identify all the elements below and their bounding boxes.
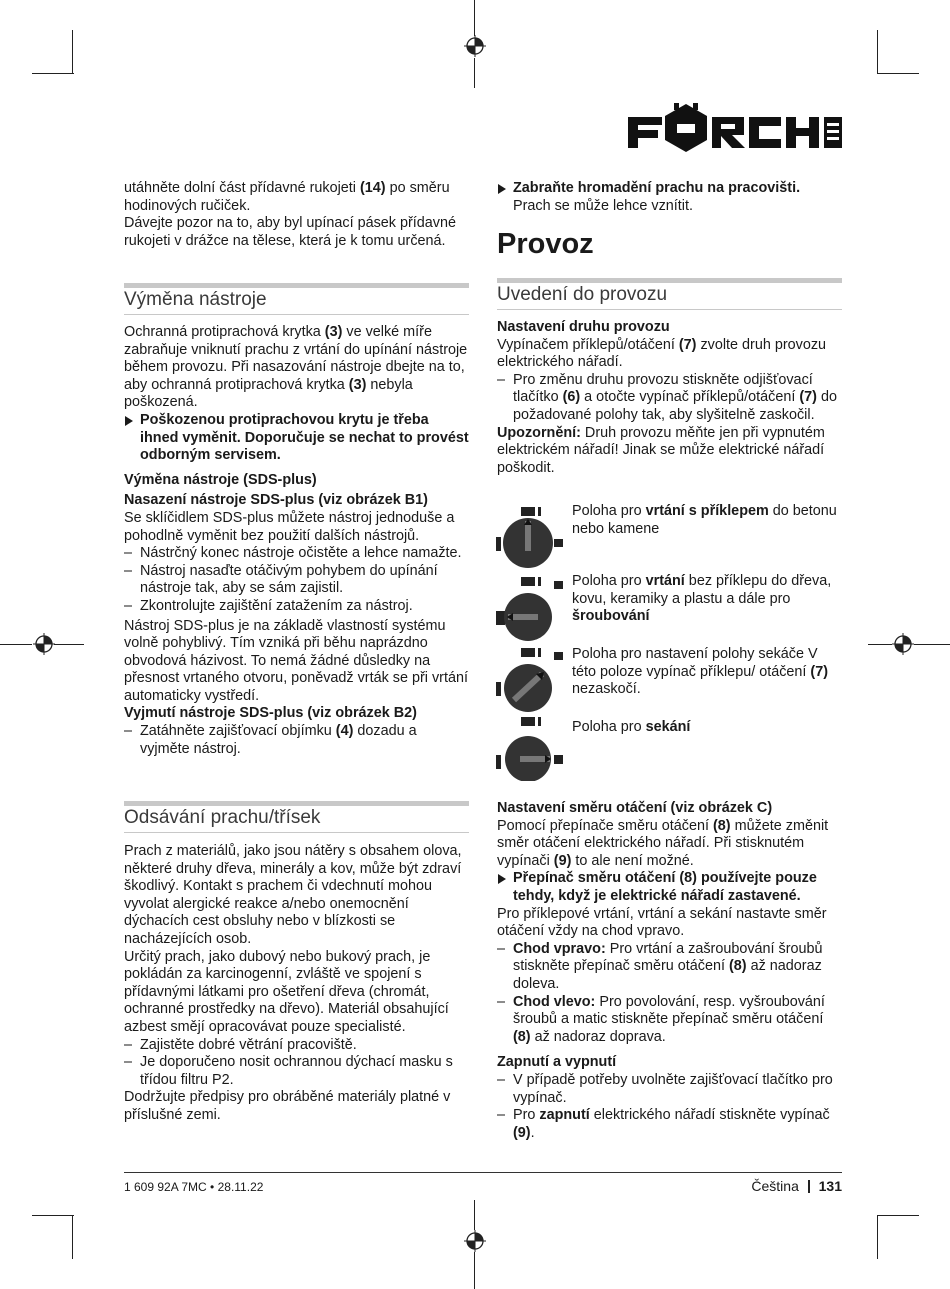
dust-paragraph-3: Dodržujte předpisy pro obráběné materiály platné v příslušné zemi. bbox=[124, 1089, 451, 1123]
right-column-top bbox=[497, 180, 842, 215]
mode-hammer-drill-text: Poloha pro vrtání s příklepem do betonu nebo kamene bbox=[572, 503, 837, 537]
runout-paragraph: Nástroj SDS-plus je na základě vlastností systému volně pohyblivý. Tím vzniká při běhu naprázdno obvodová házivost. To nemá žádné důsledky na přesnost vrtaného otvoru, poněvadž vrták se při vrtání automaticky vystředí. bbox=[124, 617, 468, 704]
right-column-mode bbox=[497, 319, 842, 477]
mode-paragraph: Vypínačem příklepů/otáčení (7) zvolte druh provozu elektrického nářadí. bbox=[497, 336, 827, 371]
direction-paragraph-2: Pro příklepové vrtání, vrtání a sekání nastavte směr otáčení vždy na chod vpravo. bbox=[497, 905, 827, 940]
crop-mark bbox=[877, 73, 919, 74]
section-bar bbox=[124, 283, 469, 288]
list-item: – V případě potřeby uvolněte zajišťovací tlačítko pro vypínač. bbox=[497, 1072, 842, 1107]
list-item: – Chod vlevo: Pro povolování, resp. vyšroubování šroubů a matic stiskněte přepínač směru otáčení (8) až nadoraz doprava. bbox=[497, 994, 842, 1047]
subheading-insert-sds: Nasazení nástroje SDS-plus (viz obrázek B1) bbox=[124, 492, 428, 509]
list-item: – Zajistěte dobré větrání pracoviště. bbox=[124, 1037, 469, 1055]
left-column-tool bbox=[124, 324, 469, 758]
note-paragraph: Upozornění: Druh provozu měňte jen při vypnutém elektrickém nářadí! Jinak se může elektrické nářadí poškodit. bbox=[497, 424, 825, 476]
footer-code: 1 609 92A 7MC • 28.11.22 bbox=[124, 1180, 264, 1194]
section-title-tool-change: Výměna nástroje bbox=[124, 289, 267, 310]
list-item: – Nástroj nasaďte otáčivým pohybem do upínání nástroje tak, aby se sám zajistil. bbox=[124, 563, 469, 598]
list-item: – Chod vpravo: Pro vrtání a zašroubování šroubů stiskněte přepínač směru otáčení (8) až nadoraz doleva. bbox=[497, 941, 842, 994]
footer-rule bbox=[124, 1172, 842, 1173]
footer-separator bbox=[808, 1180, 810, 1193]
hammer-drill-mode-icon bbox=[494, 505, 574, 571]
direction-warning: Přepínač směru otáčení (8) používejte pouze tehdy, když je elektrické nářadí zastavené. bbox=[497, 870, 842, 905]
crop-mark bbox=[877, 1215, 919, 1216]
footer-page-info bbox=[730, 1178, 842, 1194]
insert-paragraph: Se sklíčidlem SDS-plus můžete nástroj jednoduše a pohodlně vyměnit bez použití dalších nástrojů. bbox=[124, 509, 455, 544]
list-item: – Pro zapnutí elektrického nářadí stiskněte vypínač (9). bbox=[497, 1107, 842, 1142]
registration-mark-icon bbox=[33, 633, 55, 655]
crop-mark bbox=[877, 1215, 878, 1259]
dust-paragraph-1: Prach z materiálů, jako jsou nátěry s obsahem olova, některé druhy dřeva, minerály a kov, může být zdraví škodlivý. Kontakt s prachem či vdechnutí mohou vyvolat alergické reakce a/nebo onemocnění dýchacích cest obsluhy nebo v blízkosti se nacházejících osob. bbox=[124, 843, 462, 947]
section-title-start-up: Uvedení do provozu bbox=[497, 284, 668, 305]
crop-mark bbox=[72, 1215, 73, 1259]
left-column-dust bbox=[124, 843, 469, 1125]
registration-mark-icon bbox=[464, 1230, 486, 1252]
registration-mark-icon bbox=[464, 35, 486, 57]
list-item: – Nástrčný konec nástroje očistěte a lehce namažte. bbox=[124, 545, 469, 563]
mode-drill-text: Poloha pro vrtání bez příklepu do dřeva, kovu, keramiky a plastu a dále pro šroubování bbox=[572, 573, 832, 625]
subheading-remove-sds: Vyjmutí nástroje SDS-plus (viz obrázek B2) bbox=[124, 705, 417, 722]
section-bar bbox=[124, 801, 469, 806]
registration-mark-icon bbox=[892, 633, 914, 655]
chisel-position-mode-icon bbox=[494, 646, 574, 712]
intro-note: Dávejte pozor na to, aby byl upínací pásek přídavné rukojeti v drážce na tělese, která je k tomu určená. bbox=[124, 215, 456, 249]
subheading-sds: Výměna nástroje (SDS-plus) bbox=[124, 471, 317, 488]
list-item: – Pro změnu druhu provozu stiskněte odjišťovací tlačítko (6) a otočte vypínač příklepů/otáčení (7) do požadované polohy tak, aby slyšitelně zaskočil. bbox=[497, 372, 842, 425]
section-title-dust: Odsávání prachu/třísek bbox=[124, 807, 321, 828]
direction-paragraph: Pomocí přepínače směru otáčení (8) můžete změnit směr otáčení elektrického nářadí. Při stisknutém vypínači (9) to ale není možné. bbox=[497, 817, 829, 869]
subheading-mode: Nastavení druhu provozu bbox=[497, 319, 670, 335]
subheading-direction: Nastavení směru otáčení (viz obrázek C) bbox=[497, 800, 773, 816]
crop-mark bbox=[868, 644, 892, 645]
section-bar bbox=[497, 278, 842, 283]
crop-mark bbox=[877, 30, 878, 74]
dust-fire-warning: Zabraňte hromadění prachu na pracovišti. Prach se může lehce vznítit. bbox=[497, 180, 842, 215]
section-rule bbox=[124, 832, 469, 833]
dust-cap-warning: Poškozenou protiprachovou krytu je třeba ihned vyměnit. Doporučuje se nechat to provést odborným servisem. bbox=[124, 412, 469, 465]
list-item: – Zkontrolujte zajištění zatažením za nástroj. bbox=[124, 598, 469, 616]
dust-paragraph-2: Určitý prach, jako dubový nebo bukový prach, je pokládán za karcinogenní, zvláště ve spojení s přídavnými látkami pro ošetření dřeva (chromát, ochranné prostředky na dřevo). Materiál obsahující azbest smějí opracovávat pouze specialisté. bbox=[124, 948, 449, 1035]
section-rule bbox=[497, 309, 842, 310]
mode-chisel-position-text: Poloha pro nastavení polohy sekáče V této poloze vypínač příklepu/ otáčení (7) nezaskočí. bbox=[572, 646, 828, 698]
brand-logo bbox=[628, 101, 842, 163]
drill-mode-icon bbox=[494, 575, 574, 641]
mode-chisel-text: Poloha pro sekání bbox=[572, 719, 691, 735]
page-number: 131 bbox=[818, 1178, 842, 1194]
crop-mark bbox=[32, 1215, 74, 1216]
list-item: – Zatáhněte zajišťovací objímku (4) dozadu a vyjměte nástroj. bbox=[124, 723, 469, 758]
crop-mark bbox=[32, 73, 74, 74]
crop-mark bbox=[0, 644, 32, 645]
chisel-mode-icon bbox=[494, 715, 574, 781]
crop-mark bbox=[474, 1200, 475, 1230]
crop-mark bbox=[474, 58, 475, 88]
footer-language: Čeština bbox=[751, 1178, 799, 1194]
dust-cap-paragraph: Ochranná protiprachová krytka (3) ve velké míře zabraňuje vniknutí prachu z vrtání do upínání nástroje během provozu. Při nasazování nástroje dbejte na to, aby ochranná protiprachová krytka (3) nebyla poškozená. bbox=[124, 324, 468, 411]
crop-mark bbox=[54, 644, 84, 645]
crop-mark bbox=[474, 0, 475, 36]
left-column bbox=[124, 180, 469, 250]
section-rule bbox=[124, 314, 469, 315]
page-heading: Provoz bbox=[497, 228, 594, 260]
intro-paragraph: utáhněte dolní část přídavné rukojeti (14) po směru hodinových ručiček. bbox=[124, 180, 450, 214]
crop-mark bbox=[72, 30, 73, 74]
subheading-on-off: Zapnutí a vypnutí bbox=[497, 1054, 617, 1071]
right-column-direction bbox=[497, 800, 842, 1142]
list-item: – Je doporučeno nosit ochrannou dýchací masku s třídou filtru P2. bbox=[124, 1054, 469, 1089]
crop-mark bbox=[474, 1252, 475, 1289]
crop-mark bbox=[914, 644, 950, 645]
